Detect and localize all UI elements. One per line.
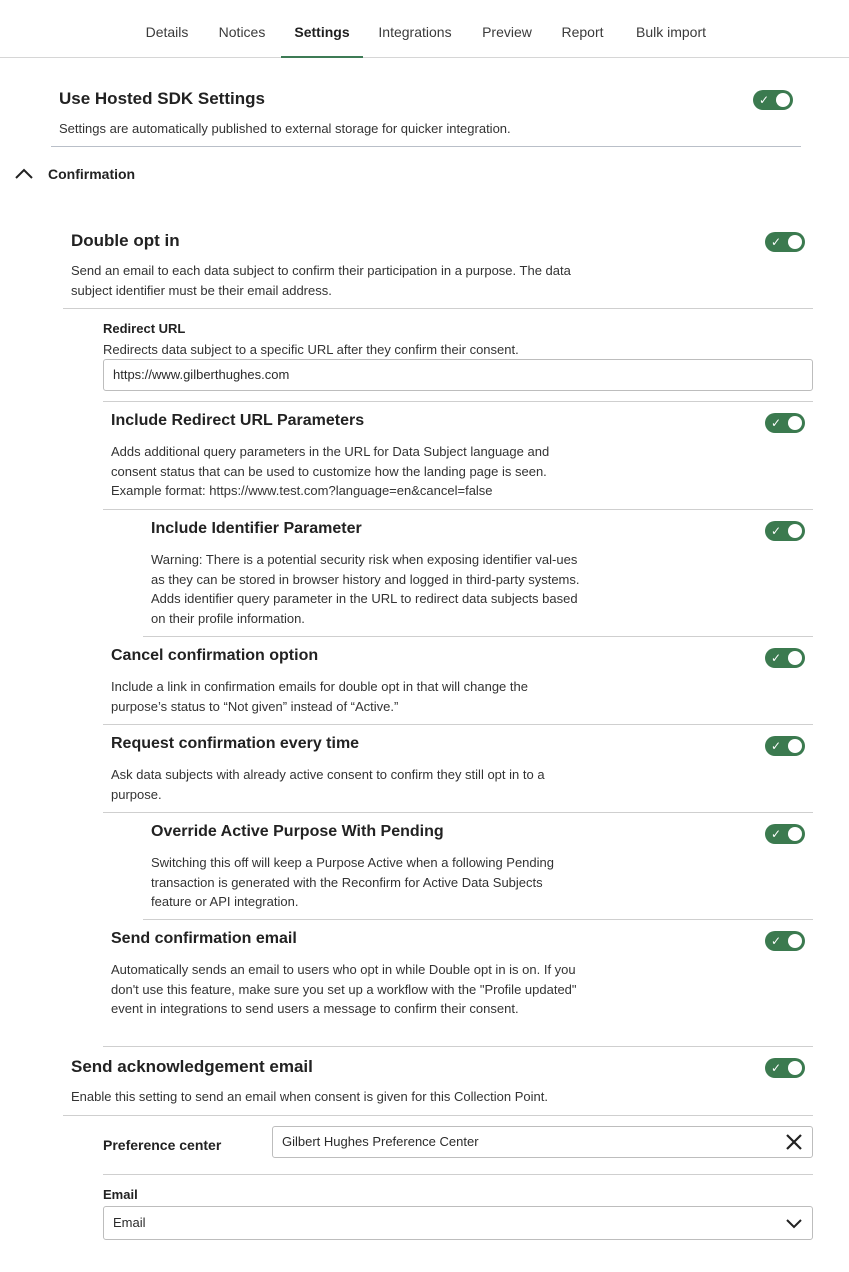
divider — [103, 1046, 813, 1047]
check-icon: ✓ — [771, 739, 782, 753]
hosted-sdk-toggle[interactable] — [753, 90, 793, 110]
divider — [143, 636, 813, 637]
check-icon: ✓ — [771, 1061, 782, 1075]
check-icon: ✓ — [759, 93, 770, 107]
redirect-url-value: https://www.gilberthughes.com — [113, 367, 290, 382]
divider — [103, 1174, 813, 1175]
chevron-up-icon[interactable] — [14, 166, 34, 182]
check-icon: ✓ — [771, 524, 782, 538]
hosted-sdk-description: Settings are automatically published to external storage for quicker integration. — [59, 121, 511, 136]
override-active-description: Switching this off will keep a Purpose Active when a following Pending transaction is generated with the Reconfirm for Active Data Subjects feature or API integration. — [151, 855, 554, 909]
include-redirect-params-title: Include Redirect URL Parameters — [111, 412, 365, 429]
email-label: Email — [103, 1187, 138, 1202]
redirect-url-input[interactable] — [103, 359, 813, 391]
send-confirmation-title: Send confirmation email — [111, 930, 297, 947]
send-confirmation-description: Automatically sends an email to users who opt in while Double opt in is on. If you don't use this feature, make sure you set up a workflow with the "Profile updated" event in integrations to send users a message to confirm their consent. — [111, 962, 577, 1016]
cancel-confirmation-description: Include a link in confirmation emails for double opt in that will change the purpose’s status to “Not given” instead of “Active.” — [111, 679, 528, 714]
include-identifier-description: Warning: There is a potential security risk when exposing identifier val-ues as they can be stored in browser history and logged in third-party systems. Adds identifier query parameter in the URL to redirect data subjects based on their profile information. — [151, 552, 580, 626]
divider — [103, 812, 813, 813]
tab-bar — [0, 0, 849, 58]
tab-notices[interactable]: Notices — [218, 24, 266, 40]
include-identifier-title: Include Identifier Parameter — [151, 520, 362, 537]
request-every-time-description: Ask data subjects with already active consent to confirm they still opt in to a purpose. — [111, 767, 545, 802]
tab-details[interactable]: Details — [145, 24, 189, 40]
close-icon[interactable] — [784, 1132, 804, 1152]
check-icon: ✓ — [771, 416, 782, 430]
check-icon: ✓ — [771, 235, 782, 249]
confirmation-section-label[interactable]: Confirmation — [48, 166, 136, 182]
preference-center-label: Preference center — [103, 1137, 222, 1153]
redirect-url-description: Redirects data subject to a specific URL after they confirm their consent. — [103, 342, 519, 357]
cancel-confirmation-title: Cancel confirmation option — [111, 647, 319, 664]
override-active-toggle[interactable] — [765, 824, 805, 844]
tab-bulk-import[interactable]: Bulk import — [635, 24, 707, 40]
request-every-time-toggle[interactable] — [765, 736, 805, 756]
include-redirect-params-toggle[interactable] — [765, 413, 805, 433]
double-opt-in-toggle[interactable] — [765, 232, 805, 252]
divider — [103, 509, 813, 510]
tab-settings[interactable]: Settings — [281, 0, 363, 58]
acknowledgement-description: Enable this setting to send an email when consent is given for this Collection Point. — [71, 1089, 548, 1104]
email-select[interactable] — [103, 1206, 813, 1240]
double-opt-in-description: Send an email to each data subject to confirm their participation in a purpose. The data subject identifier must be their email address. — [71, 263, 571, 298]
divider — [103, 401, 813, 402]
check-icon: ✓ — [771, 651, 782, 665]
check-icon: ✓ — [771, 934, 782, 948]
include-redirect-params-description: Adds additional query parameters in the URL for Data Subject language and consent status that can be used to customize how the landing page is seen. Example format: https://www.test.com?language=en&cancel=false — [111, 444, 550, 498]
tab-report[interactable]: Report — [561, 24, 604, 40]
tab-integrations[interactable]: Integrations — [378, 24, 452, 40]
divider — [143, 919, 813, 920]
send-confirmation-toggle[interactable] — [765, 931, 805, 951]
acknowledgement-toggle[interactable] — [765, 1058, 805, 1078]
check-icon: ✓ — [771, 827, 782, 841]
divider — [51, 146, 801, 147]
tab-preview[interactable]: Preview — [482, 24, 532, 40]
divider — [63, 1115, 813, 1116]
email-value: Email — [113, 1215, 146, 1230]
preference-center-select[interactable] — [272, 1126, 813, 1158]
request-every-time-title: Request confirmation every time — [111, 735, 360, 752]
cancel-confirmation-toggle[interactable] — [765, 648, 805, 668]
preference-center-value: Gilbert Hughes Preference Center — [282, 1134, 479, 1149]
double-opt-in-title: Double opt in — [71, 231, 180, 250]
divider — [103, 724, 813, 725]
hosted-sdk-title: Use Hosted SDK Settings — [59, 89, 265, 108]
divider — [63, 308, 813, 309]
chevron-down-icon[interactable] — [784, 1213, 804, 1233]
include-identifier-toggle[interactable] — [765, 521, 805, 541]
redirect-url-label: Redirect URL — [103, 321, 186, 336]
override-active-title: Override Active Purpose With Pending — [151, 823, 444, 840]
acknowledgement-title: Send acknowledgement email — [71, 1057, 313, 1076]
